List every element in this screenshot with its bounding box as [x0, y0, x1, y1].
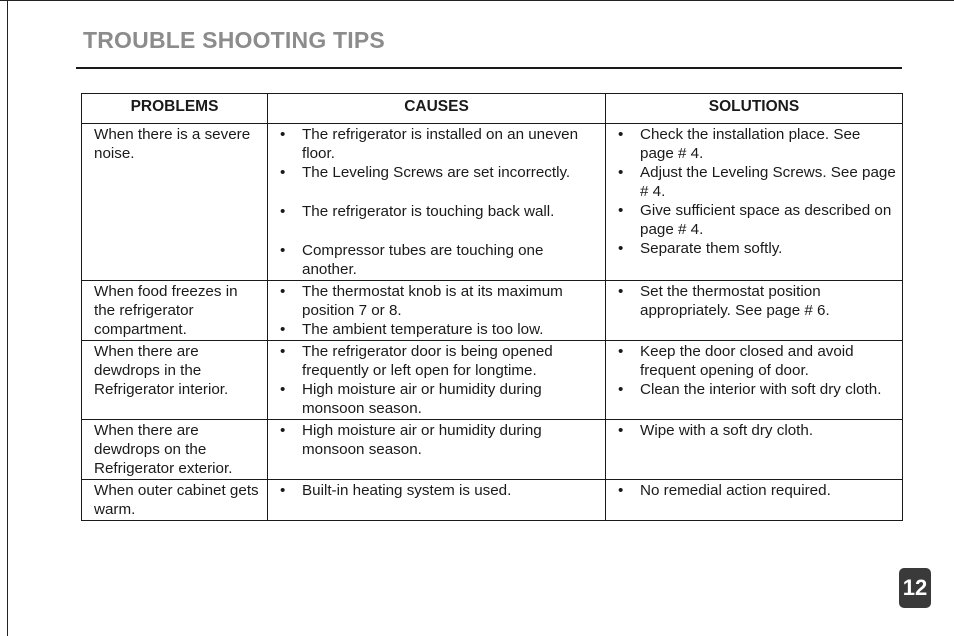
- causes-cell: [268, 341, 606, 420]
- solution-item: • Adjust the Leveling Screws. See page # 4.: [618, 163, 896, 201]
- header-causes: CAUSES: [268, 94, 606, 124]
- solutions-cell: [606, 124, 903, 281]
- problem-cell: When there is a severe noise.: [82, 124, 268, 281]
- solution-item: • Clean the interior with soft dry cloth.: [618, 380, 896, 399]
- troubleshooting-table: [81, 93, 903, 521]
- solution-item: • Separate them softly.: [618, 239, 896, 258]
- cause-item: • The ambient temperature is too low.: [280, 320, 599, 339]
- header-solutions: SOLUTIONS: [606, 94, 903, 124]
- solution-item: • Wipe with a soft dry cloth.: [618, 421, 896, 440]
- problem-cell: When food freezes in the refrigerator compartment.: [82, 281, 268, 341]
- table-row: [82, 124, 903, 281]
- causes-cell: [268, 420, 606, 480]
- cause-item: • The Leveling Screws are set incorrectly.: [280, 163, 599, 182]
- problem-cell: When outer cabinet gets warm.: [82, 480, 268, 521]
- cause-item: • Compressor tubes are touching one another.: [280, 241, 599, 279]
- solutions-cell: [606, 420, 903, 480]
- table-row: [82, 281, 903, 341]
- page-number-badge: 12: [899, 568, 931, 608]
- table-header-row: [82, 94, 903, 124]
- cause-item: • The refrigerator is installed on an uneven floor.: [280, 125, 599, 163]
- cause-item: • High moisture air or humidity during monsoon season.: [280, 380, 599, 418]
- cause-item: • The refrigerator door is being opened frequently or left open for longtime.: [280, 342, 599, 380]
- table-row: [82, 420, 903, 480]
- page-title: TROUBLE SHOOTING TIPS: [83, 27, 385, 53]
- problem-cell: When there are dewdrops on the Refrigerator exterior.: [82, 420, 268, 480]
- causes-cell: [268, 124, 606, 281]
- causes-cell: [268, 281, 606, 341]
- solution-item: • Give sufficient space as described on page # 4.: [618, 201, 896, 239]
- solutions-cell: [606, 480, 903, 521]
- causes-cell: [268, 480, 606, 521]
- solution-item: • Keep the door closed and avoid frequent opening of door.: [618, 342, 896, 380]
- cause-item: • The thermostat knob is at its maximum position 7 or 8.: [280, 282, 599, 320]
- solution-item: • Check the installation place. See page # 4.: [618, 125, 896, 163]
- page-frame-left: [7, 0, 8, 636]
- table-row: [82, 480, 903, 521]
- title-divider: [76, 67, 902, 69]
- cause-item: • The refrigerator is touching back wall.: [280, 202, 599, 221]
- cause-item: • Built-in heating system is used.: [280, 481, 599, 500]
- solutions-cell: [606, 281, 903, 341]
- solution-item: • Set the thermostat position appropriately. See page # 6.: [618, 282, 896, 320]
- problem-cell: When there are dewdrops in the Refrigerator interior.: [82, 341, 268, 420]
- page-frame-top: [0, 0, 954, 1]
- solutions-cell: [606, 341, 903, 420]
- table-row: [82, 341, 903, 420]
- solution-item: • No remedial action required.: [618, 481, 896, 500]
- header-problems: PROBLEMS: [82, 94, 268, 124]
- cause-item: • High moisture air or humidity during monsoon season.: [280, 421, 599, 459]
